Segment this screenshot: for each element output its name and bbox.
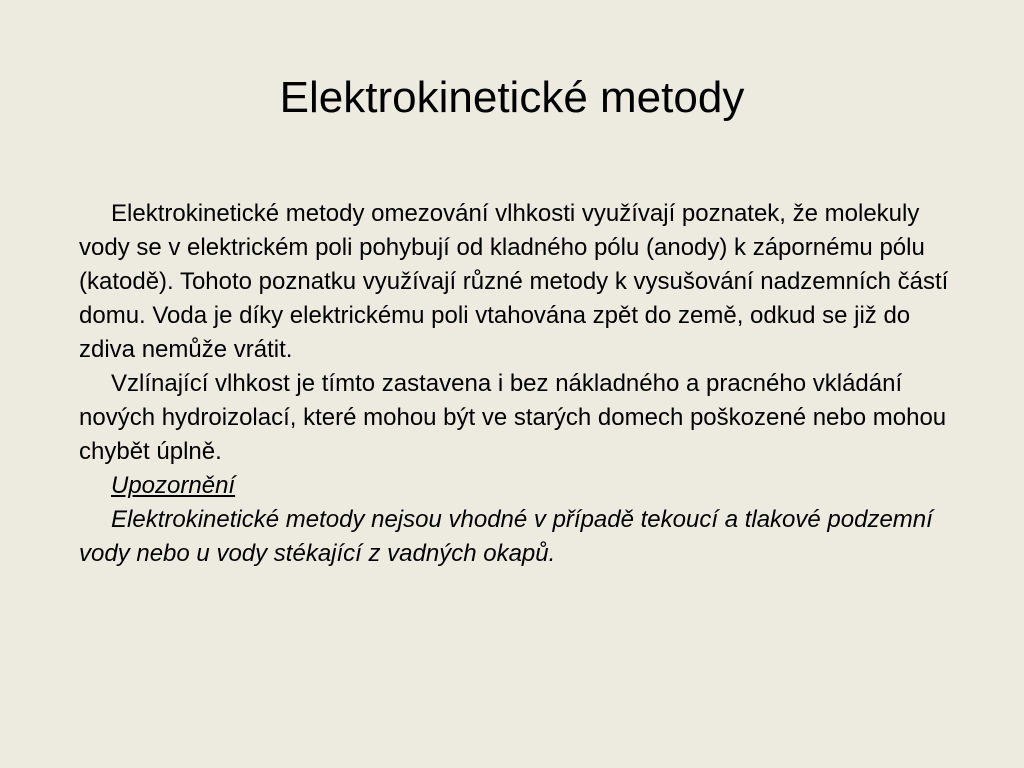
warning-heading — [79, 469, 959, 503]
body-paragraph-intro: Elektrokinetické metody omezování vlhkosti využívají poznatek, že molekuly vody se v elektrickém poli pohybují od kladného pólu (anody) k zápornému pólu (katodě). Tohoto poznatku využívají různé metody k vysušování nadzemních částí domu. Voda je díky elektrickému poli vtahována zpět do země, odkud se již do zdiva nemůže vrátit. — [79, 200, 949, 363]
warning-text: Elektrokinetické metody nejsou vhodné v případě tekoucí a tlakové podzemní vody nebo u vody stékající z vadných okapů. — [79, 506, 933, 567]
slide-title: Elektrokinetické metody — [279, 73, 745, 122]
slide-body — [79, 197, 959, 571]
body-paragraph-rising-damp: Vzlínající vlhkost je tímto zastavena i bez nákladného a pracného vkládání nových hydroizolací, které mohou být ve starých domech poškozené nebo mohou chybět úplně. — [79, 370, 947, 465]
warning-heading-text: Upozornění — [111, 472, 236, 499]
